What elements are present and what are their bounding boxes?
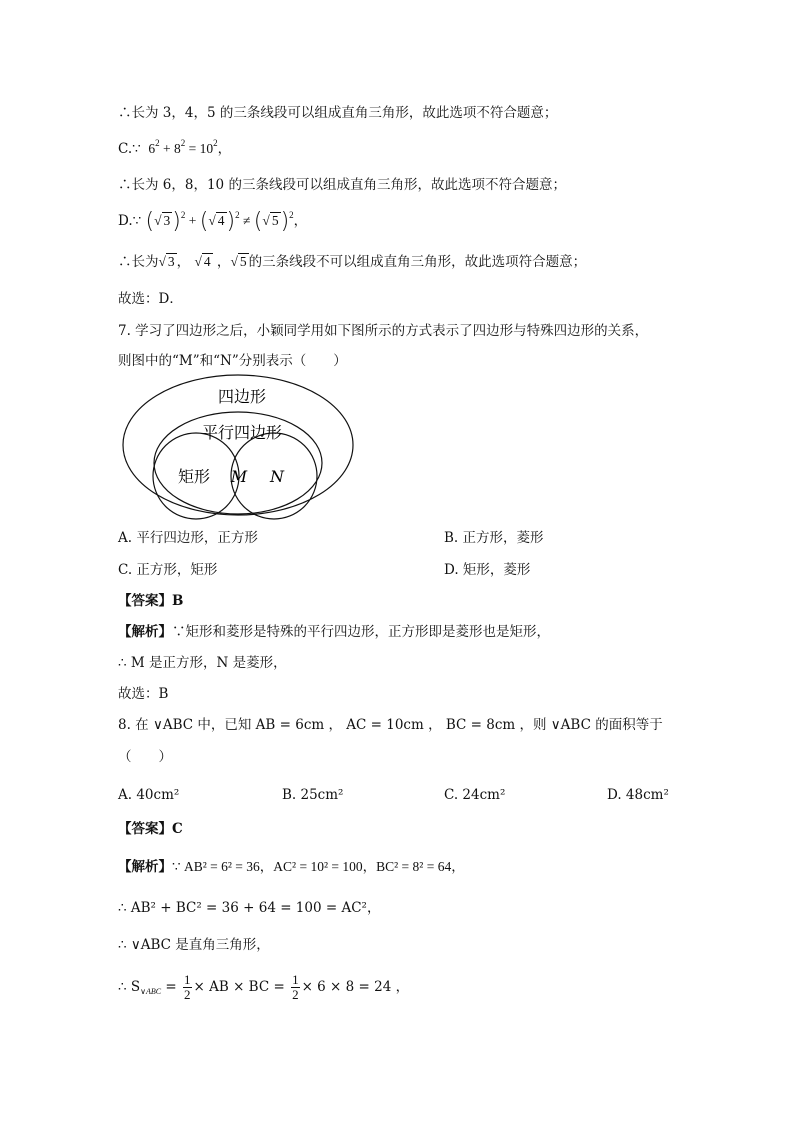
q8-stem-line-2: （ ） <box>118 749 172 765</box>
option-c-prefix: C.∵ <box>118 141 141 157</box>
q8-option-a: A. 40cm² <box>118 787 180 803</box>
q8-analysis-4: ∴ $S_{\vee ABC}$ = $\frac{1}{2}$ × AB × BC = $\frac{1}{2}$ × 6 × 8 = 24 ， <box>118 972 410 1002</box>
q7-choose: 故选：B <box>118 686 169 702</box>
q7-option-d: D. 矩形，菱形 <box>444 562 531 578</box>
fraction-half-1: $\frac{1}{2}$ <box>184 972 191 1002</box>
q7-option-b: B. 正方形，菱形 <box>444 530 544 546</box>
q7-analysis-1: 【解析】∵矩形和菱形是特殊的平行四边形，正方形即是菱形也是矩形， <box>118 624 550 640</box>
label-n: N <box>270 467 284 486</box>
fraction-half-2: $\frac{1}{2}$ <box>292 972 299 1002</box>
q7-option-c: C. 正方形，矩形 <box>118 562 218 578</box>
equation-d: (√ 3)$^2$ + (√ 4)$^2$ ≠ (√ 5)$^2$， <box>145 209 308 234</box>
solution-line-6: 故选：D． <box>118 291 183 307</box>
q8-option-c: C. 24cm² <box>444 787 506 803</box>
q8-answer: 【答案】C <box>118 821 183 837</box>
solution-line-2 <box>118 140 231 158</box>
q7-option-a: A. 平行四边形，正方形 <box>118 530 258 546</box>
q7-analysis-2: ∴ M 是正方形，N 是菱形， <box>118 655 287 671</box>
label-rectangle: 矩形 <box>177 467 211 486</box>
label-quadrilateral: 四边形 <box>217 387 267 406</box>
q8-analysis-3: ∴ ∨ABC 是直角三角形， <box>118 937 270 953</box>
q8-option-d: D. 48cm² <box>607 787 669 803</box>
solution-line-1: ∴长为 3，4，5 的三条线段可以组成直角三角形，故此选项不符合题意； <box>118 105 558 121</box>
solution-line-3: ∴长为 6，8，10 的三条线段可以组成直角三角形，故此选项不符合题意； <box>118 177 566 193</box>
q8-stem-line-1: 8. 在 ∨ABC 中，已知 AB = 6cm ， AC = 10cm ， BC = 8cm ，则 ∨ABC 的面积等于 <box>118 717 663 733</box>
q8-analysis-2: ∴ AB² + BC² = 36 + 64 = 100 = AC²， <box>118 900 381 916</box>
quadrilateral-venn-diagram <box>120 372 360 527</box>
solution-line-5: ∴长为√ 3 ， √ 4 ，√ 5 的三条线段不可以组成直角三角形，故此选项符合题意； <box>118 254 587 270</box>
q7-stem-line-1: 7. 学习了四边形之后，小颖同学用如下图所示的方式表示了四边形与特殊四边形的关系， <box>118 323 649 339</box>
q7-stem-line-2: 则图中的“M”和“N”分别表示（ ） <box>118 353 347 369</box>
q8-option-b: B. 25cm² <box>282 787 344 803</box>
option-d-prefix: D.∵ <box>118 213 142 229</box>
q7-answer: 【答案】B <box>118 593 184 609</box>
equation-c: $6^2 + 8^2 = 10^2$， <box>145 138 232 156</box>
sqrt-5: √ 5 <box>230 254 247 269</box>
sqrt-3: √ 3 <box>158 254 175 269</box>
label-m: M <box>230 467 248 486</box>
solution-line-4 <box>118 208 307 235</box>
sqrt-4: √ 4 <box>194 254 211 269</box>
q8-analysis-1: 【解析】∵ AB² = 6² = 36，AC² = 10² = 100，BC² = 8² = 64， <box>118 859 465 875</box>
label-parallelogram: 平行四边形 <box>201 423 283 442</box>
